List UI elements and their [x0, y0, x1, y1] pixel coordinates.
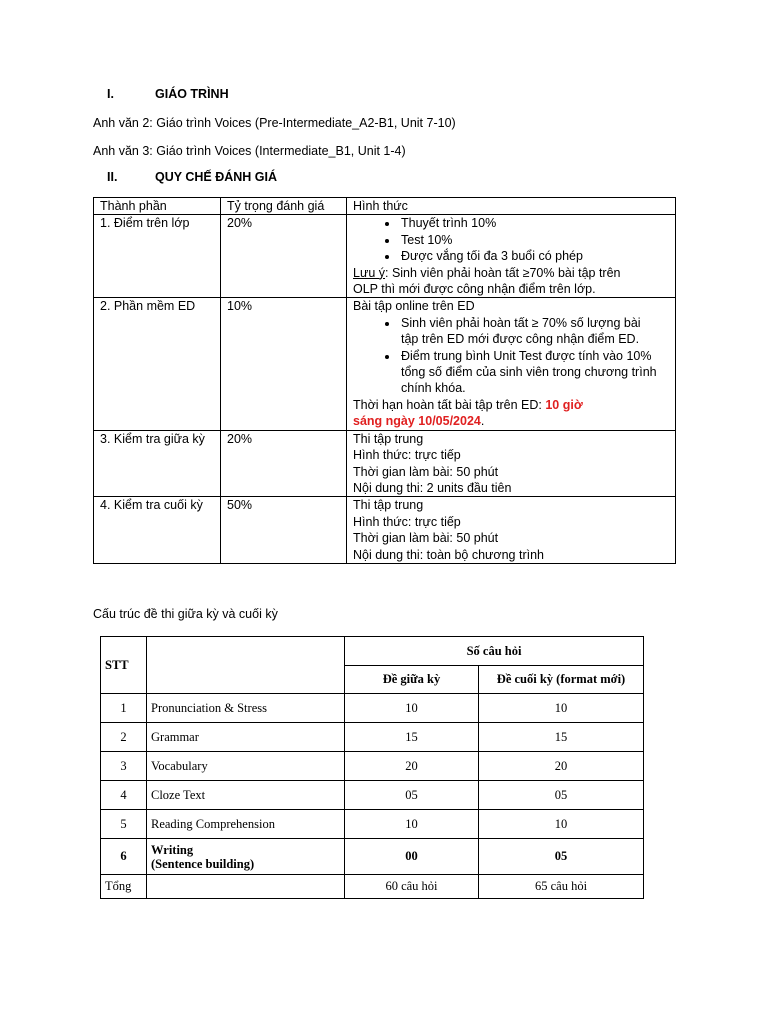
stt-cell: 4 [101, 781, 147, 810]
weight-cell: 50% [221, 497, 347, 564]
midterm-count-cell: 15 [345, 723, 479, 752]
exam-structure-table [100, 636, 644, 899]
section-name-cell [147, 839, 345, 875]
midterm-header: Đề giữa kỳ [345, 666, 479, 694]
final-count-cell: 10 [479, 694, 644, 723]
exam-structure-caption: Cấu trúc đề thi giữa kỳ và cuối kỳ [93, 607, 278, 621]
evaluation-table [93, 197, 676, 564]
section-2-title: QUY CHẾ ĐÁNH GIÁ [155, 170, 278, 184]
deadline-value: 10 giờ sáng ngày 10/05/2024 [353, 397, 583, 429]
bullet-list [353, 315, 661, 397]
weight-cell: 20% [221, 215, 347, 298]
midterm-count-cell: 00 [345, 839, 479, 875]
table-row [101, 752, 644, 781]
component-cell: 3. Kiểm tra giữa kỳ [94, 430, 221, 497]
list-item: • Sinh viên phải hoàn tất ≥ 70% số lượng bài tập trên ED mới được công nhận điểm ED. [399, 315, 661, 348]
deadline-end: . [480, 414, 485, 429]
section-2-number: II. [107, 170, 118, 184]
bullet-list [353, 215, 669, 264]
format-line: Thời gian làm bài: 50 phút [353, 531, 499, 546]
weight-cell: 10% [221, 298, 347, 430]
format-line: Thi tập trung [353, 498, 424, 513]
evaluation-row-final [94, 497, 676, 564]
total-label: Tổng [101, 875, 147, 899]
midterm-total: 60 câu hỏi [345, 875, 479, 899]
ed-intro: Bài tập online trên ED [353, 299, 475, 314]
deadline-label: Thời hạn hoàn tất bài tập trên ED: [353, 397, 546, 412]
note-body: : Sinh viên phải hoàn tất ≥70% bài tập trên OLP thì mới được công nhận điểm trên lớp. [353, 265, 621, 297]
section-1-title: GIÁO TRÌNH [155, 87, 229, 101]
list-item: • Được vắng tối đa 3 buổi có phép [399, 248, 669, 264]
question-count-header: Số câu hỏi [345, 637, 644, 666]
note-text [353, 265, 643, 298]
format-line: Hình thức: trực tiếp [353, 514, 461, 529]
section-name-cell: Vocabulary [147, 752, 345, 781]
stt-header: STT [101, 637, 147, 694]
format-cell [347, 215, 676, 298]
format-line: Hình thức: trực tiếp [353, 448, 461, 463]
writing-sublabel: (Sentence building) [151, 856, 255, 871]
table-row [101, 810, 644, 839]
component-cell: 1. Điểm trên lớp [94, 215, 221, 298]
evaluation-row-class-score [94, 215, 676, 298]
final-count-cell: 15 [479, 723, 644, 752]
format-cell [347, 298, 676, 430]
empty-header [147, 637, 345, 694]
stt-cell: 5 [101, 810, 147, 839]
format-line: Nội dung thi: toàn bộ chương trình [353, 547, 544, 562]
evaluation-row-midterm [94, 430, 676, 497]
midterm-count-cell: 20 [345, 752, 479, 781]
final-count-cell: 05 [479, 781, 644, 810]
final-count-cell: 05 [479, 839, 644, 875]
table-row [101, 694, 644, 723]
section-name-cell: Cloze Text [147, 781, 345, 810]
final-count-cell: 20 [479, 752, 644, 781]
midterm-count-cell: 10 [345, 810, 479, 839]
list-item: • Test 10% [399, 232, 669, 248]
weight-cell: 20% [221, 430, 347, 497]
final-header: Đề cuối kỳ (format mới) [479, 666, 644, 694]
empty-cell [147, 875, 345, 899]
section-name-cell: Grammar [147, 723, 345, 752]
midterm-count-cell: 10 [345, 694, 479, 723]
section-1-heading [107, 87, 229, 101]
curriculum-line-2: Anh văn 3: Giáo trình Voices (Intermediate_B1, Unit 1-4) [93, 144, 406, 158]
final-count-cell: 10 [479, 810, 644, 839]
evaluation-header-row [94, 198, 676, 215]
header-component: Thành phần [94, 198, 221, 215]
stt-cell: 6 [101, 839, 147, 875]
stt-cell: 2 [101, 723, 147, 752]
evaluation-row-ed-software [94, 298, 676, 430]
section-name-cell: Pronunciation & Stress [147, 694, 345, 723]
table-row [101, 781, 644, 810]
stt-cell: 3 [101, 752, 147, 781]
table-row [101, 839, 644, 875]
note-label: Lưu ý [353, 265, 385, 280]
deadline-text [353, 397, 603, 430]
table-row [101, 723, 644, 752]
section-2-heading [107, 170, 277, 184]
final-total: 65 câu hỏi [479, 875, 644, 899]
list-item: • Điểm trung bình Unit Test được tính vào 10% tổng số điểm của sinh viên trong chương trình chính khóa. [399, 348, 661, 397]
format-cell [347, 430, 676, 497]
section-1-number: I. [107, 87, 114, 101]
writing-label: Writing [151, 842, 194, 857]
exam-header-row-1 [101, 637, 644, 666]
header-weight: Tỷ trọng đánh giá [221, 198, 347, 215]
format-line: Thi tập trung [353, 431, 424, 446]
section-name-cell: Reading Comprehension [147, 810, 345, 839]
header-format: Hình thức [347, 198, 676, 215]
total-row [101, 875, 644, 899]
component-cell: 4. Kiểm tra cuối kỳ [94, 497, 221, 564]
format-line: Nội dung thi: 2 units đầu tiên [353, 480, 512, 495]
component-cell: 2. Phần mềm ED [94, 298, 221, 430]
curriculum-line-1: Anh văn 2: Giáo trình Voices (Pre-Intermediate_A2-B1, Unit 7-10) [93, 116, 456, 130]
format-cell [347, 497, 676, 564]
midterm-count-cell: 05 [345, 781, 479, 810]
stt-cell: 1 [101, 694, 147, 723]
list-item: • Thuyết trình 10% [399, 215, 669, 231]
format-line: Thời gian làm bài: 50 phút [353, 464, 499, 479]
